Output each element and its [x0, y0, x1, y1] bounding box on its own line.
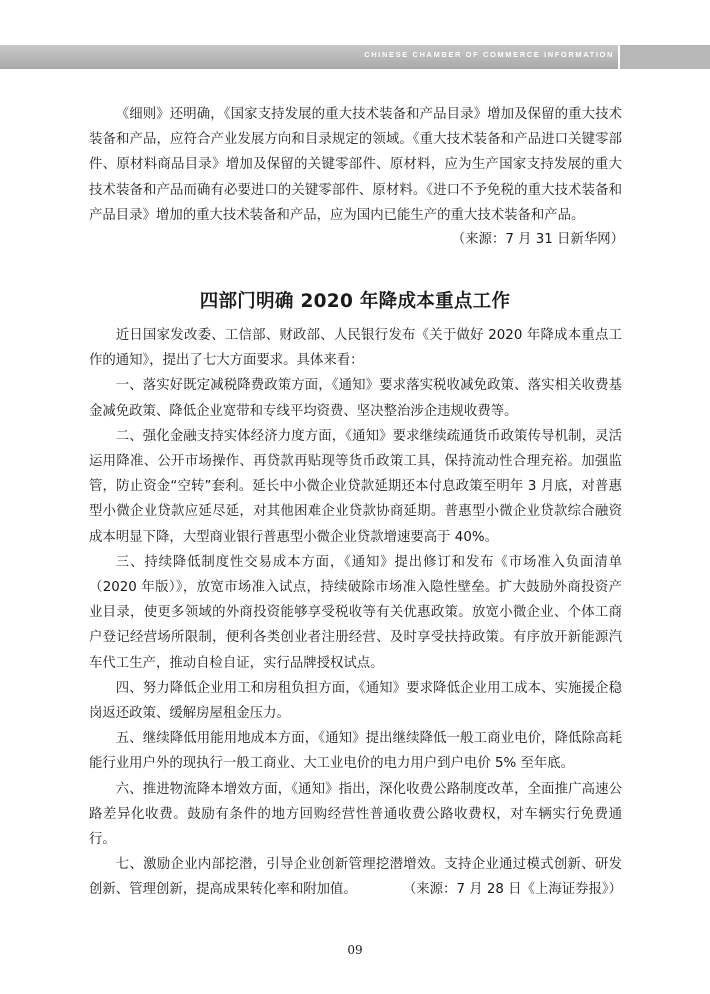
previous-article-source: （来源：7 月 31 日新华网） [451, 232, 624, 247]
article-paragraph-5: 五、继续降低用能用地成本方面，《通知》提出继续降低一般工商业电价，降低除高耗能行业用户外的现执行一般工商业、大工业电价的电力用户到户电价 5% 至年底。 [89, 731, 622, 772]
previous-article-body [89, 102, 622, 228]
article-paragraph-7 [89, 852, 622, 902]
page-number: 09 [347, 943, 363, 957]
article-body [89, 323, 622, 903]
article-title: 四部门明确 2020 年降成本重点工作 [199, 291, 511, 312]
article-paragraph-6: 六、推进物流降本增效方面，《通知》指出，深化收费公路制度改革，全面推广高速公路差异化收费。鼓励有条件的地方回购经营性普通收费公路收费权，对车辆实行免费通行。 [89, 781, 622, 848]
article-paragraph-2: 二、强化金融支持实体经济力度方面，《通知》要求继续疏通货币政策传导机制，灵活运用降准、公开市场操作、再贷款再贴现等货币政策工具，保持流动性合理充裕。加强监管，防止资金“空转”套利。延长中小微企业贷款延期还本付息政策至明年 3 月底，对普惠型小微企业贷款应延尽延，对其他困难企业贷款协商延期。普惠型小微企业贷款综合融资成本明显下降，大型商业银行普惠型小微企业贷款增速要高于 40%。 [89, 428, 622, 545]
previous-article-paragraph: 《细则》还明确，《国家支持发展的重大技术装备和产品目录》增加及保留的重大技术装备和产品，应符合产业发展方向和目录规定的领域。《重大技术装备和产品进口关键零部件、原材料商品目录》增加及保留的关键零部件、原材料，应为生产国家支持发展的重大技术装备和产品而确有必要进口的关键零部件、原材料。《进口不予免税的重大技术装备和产品目录》增加的重大技术装备和产品，应为国内已能生产的重大技术装备和产品。 [89, 107, 622, 223]
article-paragraph-intro: 近日国家发改委、工信部、财政部、人民银行发布《关于做好 2020 年降成本重点工作的通知》，提出了七大方面要求。具体来看： [89, 328, 622, 369]
article-paragraph-7-text: 七、激励企业内部挖潜，引导企业创新管理挖潜增效。支持企业通过模式创新、研发创新、管理创新，提高成果转化率和附加值。 [89, 857, 622, 898]
header-brand: CHINESE CHAMBER OF COMMERCE INFORMATION [364, 50, 614, 59]
article-paragraph-1: 一、落实好既定减税降费政策方面，《通知》要求落实税收减免政策、落实相关收费基金减免政策、降低企业宽带和专线平均资费、坚决整治涉企违规收费等。 [89, 378, 622, 419]
article-paragraph-4: 四、努力降低企业用工和房租负担方面，《通知》要求降低企业用工成本、实施援企稳岗返还政策、缓解房屋租金压力。 [89, 680, 622, 722]
article-source: （来源：7 月 28 日《上海证券报》） [402, 882, 622, 898]
header-decoration [618, 45, 710, 69]
article-paragraph-3: 三、持续降低制度性交易成本方面，《通知》提出修订和发布《市场准入负面清单（2020 年版）》，放宽市场准入试点，持续破除市场准入隐性壁垒。扩大鼓励外商投资产业目录，使更多领域的外商投资能够享受税收等有关优惠政策。放宽小微企业、个体工商户登记经营场所限制，便利各类创业者注册经营、及时享受扶持政策。有序放开新能源汽车代工生产，推动自检自证，实行品牌授权试点。 [89, 554, 622, 671]
